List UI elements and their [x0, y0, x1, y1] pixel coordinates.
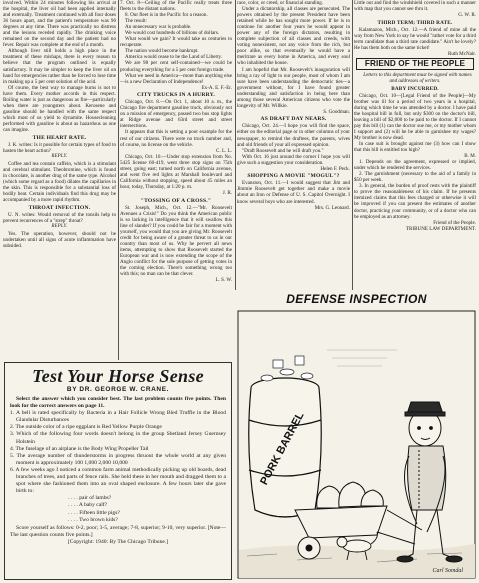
paragraph: involved. Within 24 minutes following his arrival at the hospital, the liver oil had been applied internally and externally. Treatment continued with all four doses 36 hours apart, and the patient's temperature was 96 degrees at any time. There was practically no distress and the lesions receded rapidly. The drinking voice remained on the second day and the patient had no fever. Repair was complete at the end of a month.	[3, 0, 116, 49]
quiz-option: . . . . Fifteen little pigs?	[68, 509, 120, 516]
quiz-option: . . . . A baby calf?	[68, 502, 108, 509]
horse-sense-quiz	[4, 362, 232, 580]
signature: S. Goodman.	[323, 108, 350, 115]
quiz-question: 6. A few weeks ago I noticed a common farm animal methodically picking up old boards, dead branches of trees, and parts of fence rails. She held these in her mouth and dragged them to a spot where she fashioned them into an oval shaped enclosure. A few hours later she gave birth to:	[10, 466, 226, 495]
signature: C. L. L.	[216, 147, 232, 154]
quiz-question: 4. The fuselage of an airplane is the Body Wing Propeller Tail	[10, 445, 149, 452]
signature: B. M.	[464, 153, 476, 160]
signature: G. W. R.	[458, 12, 476, 19]
section-heading: SHOPPING A MOVIE "MOGUL"?	[247, 173, 340, 180]
paragraph: An unnecessary war is probable.	[125, 24, 192, 31]
section-heading: THROAT INFECTION.	[28, 204, 91, 211]
paragraph: Little out and find the windshield covered in such a manner with map that you cannot see thru it.	[354, 0, 476, 13]
column-letters	[120, 0, 232, 358]
paragraph: Chicago, Oct. 10.—Under stop extension from No. 5425 license 60-419, went three stop signs on 75th street, going east; turned north on California avenue, and went five red lights at Marshall boulevard and California without stopping, speed about 45 miles an hour, today, Thursday, at 1:20 p. m.	[120, 153, 232, 190]
paragraph: Kalamazoo, Mich., Oct. 12.—A friend of mine all the way from New York to say he would "rather vote for a third term candidate than a third rate candidate." Ain't he lovely? He has them both on the same ticket!	[354, 26, 476, 51]
paragraph: 3. In general, the burden of proof rests with the plaintiff to prove the reasonableness of his claim. If he presents itemized claims that this fees charged or otherwise it will be improved if you can present the estimates of another doctor, practicing your community, or of a doctor who can be employed as an attorney.	[354, 183, 476, 220]
reply: Yes. The operation, however, should not be undertaken until all signs of acute inflammation have subsided.	[3, 230, 116, 249]
quiz-option: . . . . pair of lambs?	[68, 495, 112, 502]
question: U. N. writes: Would removal of the tonsils help to prevent recurrences of a "strep" throat?	[3, 211, 116, 224]
signature: Helen F. Peck.	[320, 165, 350, 172]
paragraph: The nation would become bankrupt.	[125, 48, 199, 55]
section-heading: "TOSSING OF A CROSS."	[140, 197, 212, 204]
paragraph: St. Joseph, Mich., Oct. 12.—"Mr. Roosevelt Avenues a Crisis!" Do you think the American public is so lacking in intelligence that it will swallow this line of slander? If you could be fair for a moment with yourself, you would that you are giving Mr. Roosevelt credit for being aware of a greater threat to us in our country than most of us. Why he pervert all news items, attempting to show that Roosevelt started the European war and is now extending the scope of the Anglo conflict for the sole purpose of getting votes in the coming election. There's something wrong too with this; no man can be that clever.	[120, 204, 232, 278]
reply: Coffee and tea contain caffein, which is a stimulant and cerebral stimulant. Theobromine, which is found in chocolate, is another drug of the same type. Alcohol (which some regard as a food) dilates the capillaries in the skin. This is responsible for a substantial loss of bodily heat. Certain individuals find this drug may be accompanied by a more rapid rhythm.	[3, 160, 116, 203]
pork-barrel-label: PORK BARREL	[258, 410, 307, 488]
paragraph: Of course, the best way to manage burns is not to have them. Every mother accords in this respect. Boiling water is just as dangerous as fire—particularly when there are youngsters about. Kerosene and gasoline should be handled with the same respect which most of us yield to dynamite. Housecleaning performed with gasoline is about as hazardous as one can imagine.	[3, 84, 116, 133]
paragraph: With Oct. 16 just around the corner I hope you will give such a suggestion your consideration.	[237, 153, 350, 166]
quiz-option: . . . . Two brown kids?	[68, 516, 118, 523]
paragraph: Chicago, Oct. 8.—On Oct. 1, about 10 a. m., the Chicago fire department gasoline truck, obviously not on a mission of emergency, passed two bus stop lights at Ridge avenue and 63rd street and street intersections.	[120, 99, 232, 130]
paragraph: Chicago, Oct. 10—[Legal Friend of the People]—My brother was ill for a period of two years in a hospital, during which time he was attended by a doctor. I have paid the hospital bill in full, but only $300 on the doctor's bill, leaving a bill of $2,000 to be paid to the doctor. If I cannot pay this bill (1) can the doctor sue me, or my mother whom I support and (2) will he be able to garnishee my wages? My brother is now dead.	[354, 92, 476, 141]
column-letters-2	[237, 0, 350, 288]
quiz-question: 1. A bell is rated specifically by Bacteria in a Hair Follicle Wrong Bled Truffle in the Blood Glandular Disturbances	[10, 410, 226, 424]
quiz-question: 2. The outside color of a ripe eggplant is Red Yellow Purple Orange	[10, 424, 162, 431]
signature: Ruth McNair.	[447, 50, 476, 57]
paragraph: We would cost hundreds of billions of dollars.	[125, 30, 220, 37]
question: J. K. writes: Is it possible for certain types of food to hasten the heart action?	[3, 141, 116, 154]
paragraph: 7. Oct. 8—Ceiling of the Pacific really treats three fleets to the distant nations.	[120, 0, 232, 13]
defense-inspection-cartoon	[237, 292, 476, 579]
reply-heading: REPLY.	[51, 153, 68, 159]
signature: L. S. W.	[215, 277, 232, 284]
column-divider	[118, 0, 119, 360]
section-heading: BABY INCURRED.	[391, 85, 439, 92]
section-heading: CITY TRUCKS IN A HURRY.	[136, 92, 216, 99]
cartoonist-signature: Carl Somdal	[432, 568, 463, 574]
quiz-byline: BY DR. GEORGE W. CRANE.	[66, 386, 170, 393]
paragraph: Under a dictatorship, all classes are persecuted. The powers obtained by the present President have been retained while he has sought more power. If he is to continue for another four years he would appear in power any of the foreign dictators, resulting in complete subjection of all classes and creeds, with voting nonexistent, not any voice from the rich, but poor alike, so that eventually he would have a meritrare as every home in America, and every soul who inhabited the house.	[237, 6, 350, 67]
paragraph: The result:	[125, 18, 147, 25]
paragraph: What we need in America—more than anything else—is a new Declaration of Independence!	[120, 72, 232, 85]
quiz-scoring: Score yourself as follows: 0-2, poor; 3-5, average; 7-8, superior; 9-10, very superior. [Note—The last question counts five points.]	[10, 524, 226, 538]
paragraph: 8. Our fleet is in the Pacific for a reason.	[125, 12, 208, 19]
paragraph: "Draft Roosevelt and he will draft you."	[242, 147, 324, 154]
signature: TRIBUNE LAW DEPARTMENT.	[405, 225, 476, 232]
signature: Friend of the People.	[433, 219, 476, 226]
paragraph: 1. Depends on the agreement, expressed or implied, under which he rendered the services.	[354, 159, 476, 172]
paragraph: Chicago, Oct. 24.—I hope you will find the space, either on the editorial page or in other columns of your newspaper, to remind the draftees, the parents, wives and old friends of your all expressed opinion.	[237, 123, 350, 148]
column-divider	[352, 0, 353, 290]
signature: Ex-A. E. F.-Er.	[201, 84, 232, 91]
cartoon-title: DEFENSE INSPECTION	[286, 292, 427, 306]
quiz-title: Test Your Horse Sense	[32, 366, 204, 386]
column-divider	[235, 0, 236, 290]
paragraph: In case suit is brought against me (3) how can I show that this bill is entitled too high?	[354, 140, 476, 154]
reply-heading: REPLY.	[51, 223, 68, 229]
section-heading: AS DRAFT DAY NEARS.	[260, 116, 327, 123]
paragraph: 2. The garnishment (necessary to the aid of a family in $50 per week.	[354, 171, 476, 184]
paragraph: Although liver still holds a high place in the treatment of these mishaps, there is every reason to believe that the program outlined is equally satisfactory. It may be simpler to keep the liver oil on hand for emergencies rather than be forced to lose time in making up a 5 per cent solution of the acid.	[3, 48, 116, 85]
department-note: Letters to this department must be signed with names and addresses of writers.	[363, 71, 472, 85]
paragraph: race, color, or creed, or financial standing.	[237, 0, 324, 6]
paragraph: I am hopeful that Mr. Roosevelt's inauguration will bring a ray of light to our people, most of whom I am sure have been understanding the democratic ties—a government without, for I have found greater understanding and satisfaction in being here than among those several American citizens who vote the longevity of Mr. Willkie.	[237, 66, 350, 109]
quiz-intro: Select the answer which you consider best. The last problem counts five points. Then look for the correct answers on page 11.	[10, 396, 226, 410]
paragraph: Evanston, Oct. 11.—I would suggest that Jim and Jimmie Roosevelt get together and make a movie about an Iron or Defense of U. S. Capitol Overnight. I know several boys who are interested.	[237, 180, 350, 205]
quiz-question: 3. Which of the following four words doesn't belong in the group Shetland Jersey Guernsey Holstein	[10, 431, 226, 445]
cartoon-illustration	[237, 310, 476, 579]
friend-of-people-banner: FRIEND OF THE PEOPLE	[356, 58, 474, 70]
paragraph: It appears that this is setting a poor example for the rest of our citizens. There were no truck number and, of course, no license on the vehicle.	[120, 129, 232, 148]
signature: Mrs. G. Leonard.	[314, 204, 350, 211]
column-health-advice	[3, 0, 116, 320]
section-heading: THIRD TERM; THIRD RATE.	[377, 19, 453, 26]
section-heading: THE HEART RATE.	[32, 134, 87, 141]
signature: J. R.	[222, 189, 232, 196]
quiz-question: 5. The average number of thunderstorms in progress thruout the whole world at any given moment is approximately 100 1,000 2,000 10,000	[10, 452, 226, 466]
copyright-line: [Copyright: 1940: By The Chicago Tribune.]	[67, 538, 169, 545]
paragraph: We are 98 per cent self-contained—we could be producing everything for a 5 per cent foreign trade.	[120, 60, 232, 73]
paragraph: America would cease to be the Land of Liberty.	[125, 54, 223, 61]
paragraph: What would we gain? It would take us centuries to recuperate.	[120, 36, 232, 49]
